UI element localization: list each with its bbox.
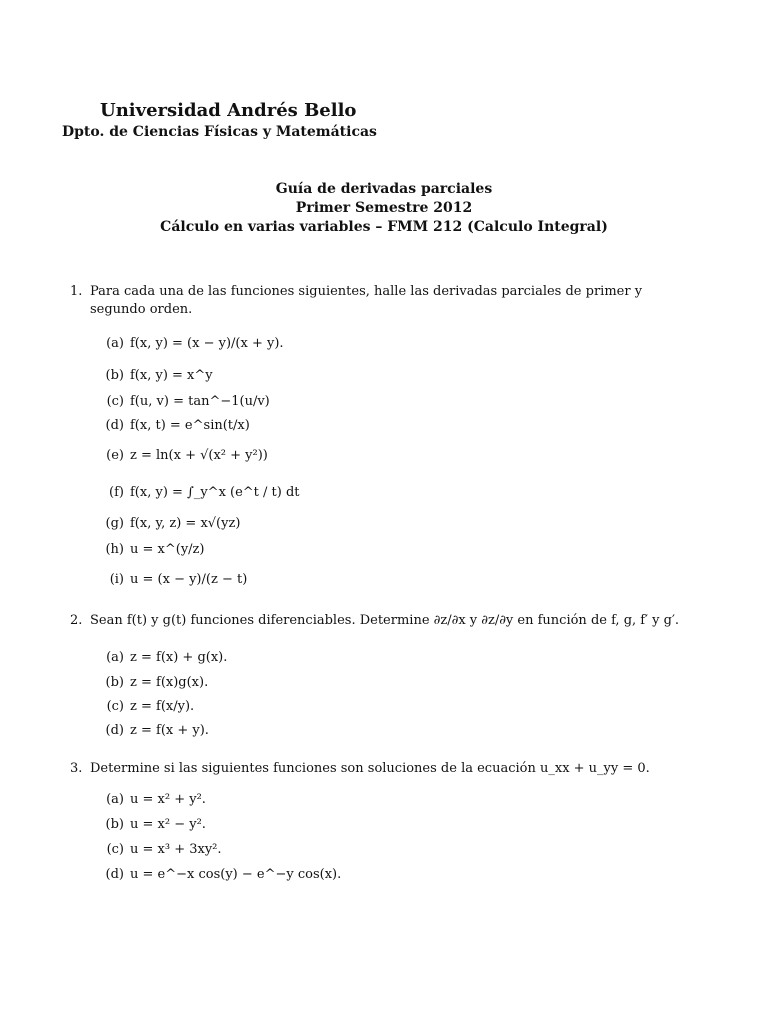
problem-2 [70,612,700,630]
problem-1 [70,283,700,319]
university-name: Universidad Andrés Bello [100,100,357,121]
item-expression: f(x, y, z) = x√(yz) [130,516,241,531]
list-item [96,417,250,435]
list-item [96,484,300,502]
item-expression: u = x² + y². [130,792,206,807]
item-expression: u = e^−x cos(y) − e^−y cos(x). [130,867,342,882]
item-expression: f(x, t) = e^sin(t/x) [130,418,250,433]
item-expression: f(x, y) = ∫_y^x (e^t / t) dt [130,485,300,500]
item-expression: z = f(x + y). [130,723,209,738]
item-expression: u = x³ + 3xy². [130,842,222,857]
list-item [96,571,247,589]
item-label: (d) [105,723,124,738]
item-label: (i) [109,572,124,587]
list-item [96,393,270,411]
item-expression: z = f(x/y). [130,699,195,714]
item-expression: z = f(x) + g(x). [130,650,228,665]
problem-statement: Determine si las siguientes funciones son soluciones de la ecuación u_xx + u_yy = 0. [90,761,650,776]
problem-statement: Para cada una de las funciones siguientes, halle las derivadas parciales de primer y segundo orden. [90,284,643,317]
item-label: (g) [105,516,124,531]
title-line-2: Primer Semestre 2012 [295,200,473,216]
item-label: (a) [106,650,124,665]
item-expression: u = x^(y/z) [130,542,205,557]
list-item [96,674,208,692]
item-label: (d) [105,867,124,882]
list-item [96,541,204,559]
item-expression: u = x² − y². [130,817,206,832]
department-name: Dpto. de Ciencias Físicas y Matemáticas [62,124,377,140]
item-label: (e) [106,448,124,463]
list-item [96,447,268,465]
list-item [96,515,240,533]
problem-statement: Sean f(t) y g(t) funciones diferenciables. Determine ∂z/∂x y ∂z/∂y en función de f, g, f′ y g′. [90,613,680,628]
problem-3 [70,760,700,778]
item-expression: f(u, v) = tan^−1(u/v) [130,394,270,409]
item-label: (b) [105,817,124,832]
item-label: (a) [106,792,124,807]
problem-number: 1. [70,284,83,299]
list-item [96,698,194,716]
title-line-3: Cálculo en varias variables – FMM 212 (Calculo Integral) [160,219,608,235]
list-item [96,367,213,385]
problem-number: 3. [70,761,83,776]
list-item [96,335,284,353]
item-expression: f(x, y) = (x − y)/(x + y). [130,336,284,351]
item-expression: u = (x − y)/(z − t) [130,572,248,587]
document-header [62,100,377,142]
problem-number: 2. [70,613,83,628]
item-expression: f(x, y) = x^y [130,368,213,383]
list-item [96,722,209,740]
item-label: (d) [105,418,124,433]
list-item [96,866,341,884]
list-item [96,816,206,834]
item-expression: z = ln(x + √(x² + y²)) [130,448,268,463]
item-label: (b) [105,368,124,383]
document-titles [0,180,768,237]
item-label: (b) [105,675,124,690]
item-label: (a) [106,336,124,351]
item-label: (c) [106,842,124,857]
list-item [96,841,222,859]
item-expression: z = f(x)g(x). [130,675,209,690]
item-label: (c) [106,699,124,714]
title-line-1: Guía de derivadas parciales [275,181,493,197]
item-label: (f) [109,485,124,500]
list-item [96,649,227,667]
item-label: (h) [105,542,124,557]
list-item [96,791,206,809]
item-label: (c) [106,394,124,409]
